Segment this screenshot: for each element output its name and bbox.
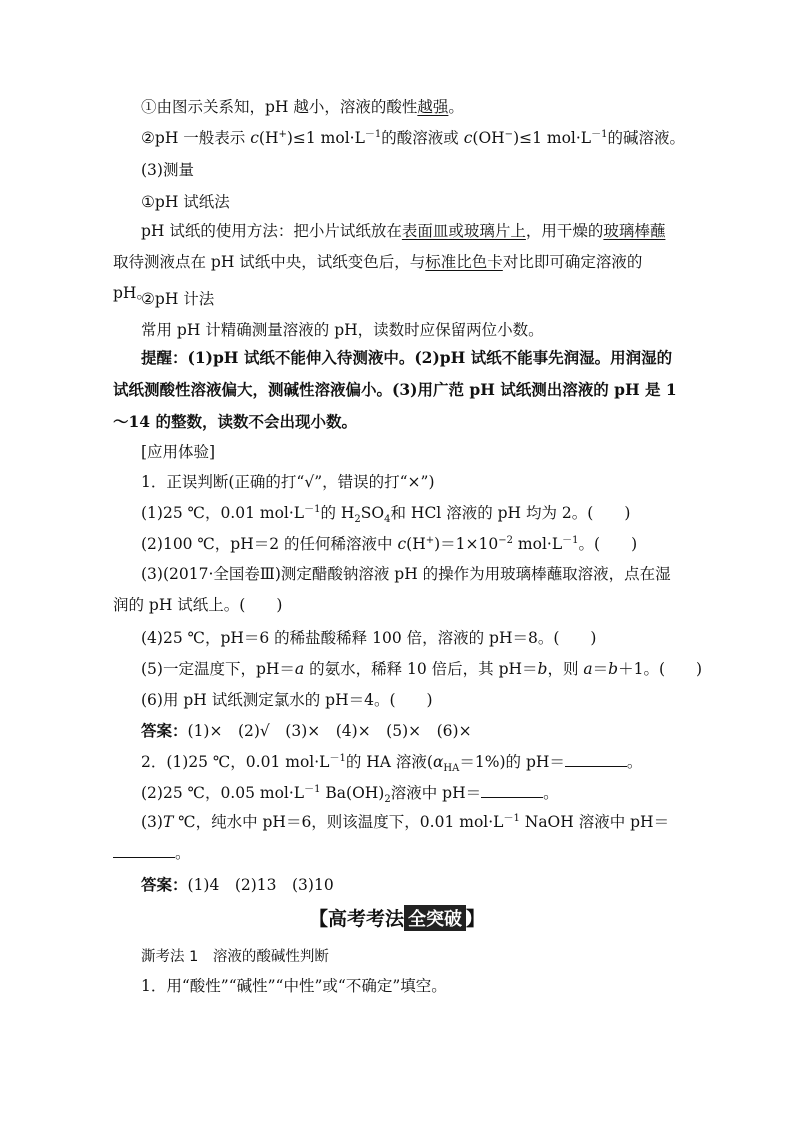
question-2-1: 2．(1)25 ℃，0.01 $mol\cdot L^{-1}$的 HA 溶液$(\alpha_{HA}=1\%)$的 pH＝ 。 xyxy=(141,752,643,775)
text-line: ①由图示关系知，pH 越小，溶液的酸性越强。 xyxy=(141,98,464,116)
heading-ph-paper: ①pH 试纸法 xyxy=(141,193,230,211)
method-heading: 澌考法 1 溶液的酸碱性判断 xyxy=(141,949,329,965)
question-1-title: 1．正误判断(正确的打“√”，错误的打“×”) xyxy=(141,473,435,491)
question-1-4: (4)25 ℃，pH＝6 的稀盐酸稀释 100 倍，溶液的 pH＝8。( ) xyxy=(141,629,597,647)
answer-blank xyxy=(113,843,175,858)
answer-1: 答案：(1)× (2)√ (3)× (4)× (5)× (6)× xyxy=(141,721,472,740)
question-1-1: (1)25 ℃，0.01 $mol\cdot L^{-1}$的 $H_2SO_4$和 HCl 溶液的 pH 均为 2。( ) xyxy=(141,503,631,526)
paragraph-reminder: 提醒：(1)pH 试纸不能伸入待测液中。(2)pH 试纸不能事先润湿。用润湿的试纸测酸性溶液偏大，测碱性溶液偏小。(3)用广范 pH 试纸测出溶液的 pH 是 1～14 的整数，读数不会出现小数。 xyxy=(113,348,677,431)
question-1-2: (2)100 ℃，pH＝2 的任何稀溶液中 $c(H^+)=1\times 10^{-2}$ $mol\cdot L^{-1}$。( ) xyxy=(141,534,638,553)
heading-application: [应用体验] xyxy=(141,443,216,461)
text-line: ②pH 一般表示 c(H+)≤1 $mol\cdot L^{-1}$的酸溶液或 c(OH−)≤1 $mol\cdot L^{-1}$的碱溶液。 xyxy=(141,128,685,147)
answer-2: 答案：(1)4 (2)13 (3)10 xyxy=(141,875,334,894)
section-badge: 全突破 QUANTUPO xyxy=(404,905,466,931)
heading-measurement: (3)测量 xyxy=(141,161,194,179)
question-1-5: (5)一定温度下，pH＝a 的氨水，稀释 10 倍后，其 pH＝b，则 a＝b＋1。( ) xyxy=(141,660,703,678)
text-line: 常用 pH 计精确测量溶液的 pH，读数时应保留两位小数。 xyxy=(141,321,544,339)
text-line: 1．用“酸性”“碱性”“中性”或“不确定”填空。 xyxy=(141,977,447,995)
question-2-3: (3)T ℃，纯水中 pH＝6，则该温度下，0.01 $mol\cdot L^{-1}$ NaOH 溶液中 pH＝ 。 xyxy=(113,807,685,869)
section-title: 【高考考法 全突破 QUANTUPO 】 xyxy=(0,904,794,931)
underlined-answer: 越强 xyxy=(417,98,449,116)
answer-blank xyxy=(481,783,543,798)
paragraph-ph-paper-method: pH 试纸的使用方法：把小片试纸放在表面皿或玻璃片上，用干燥的玻璃棒蘸 取待测液点在 pH 试纸中央，试纸变色后，与标准比色卡对比即可确定溶液的 pH。 xyxy=(113,222,666,302)
question-1-3: (3)(2017·全国卷Ⅲ)测定醋酸钠溶液 pH 的操作为用玻璃棒蘸取溶液，点在湿润的 pH 试纸上。( ) xyxy=(113,565,671,614)
question-1-6: (6)用 pH 试纸测定氯水的 pH＝4。( ) xyxy=(141,691,433,709)
question-2-2: (2)25 ℃，0.05 $mol\cdot L^{-1}$ $Ba(OH)_2$溶液中 pH＝ 。 xyxy=(141,783,559,806)
answer-blank xyxy=(565,752,627,767)
heading-ph-meter: ②pH 计法 xyxy=(141,290,215,308)
